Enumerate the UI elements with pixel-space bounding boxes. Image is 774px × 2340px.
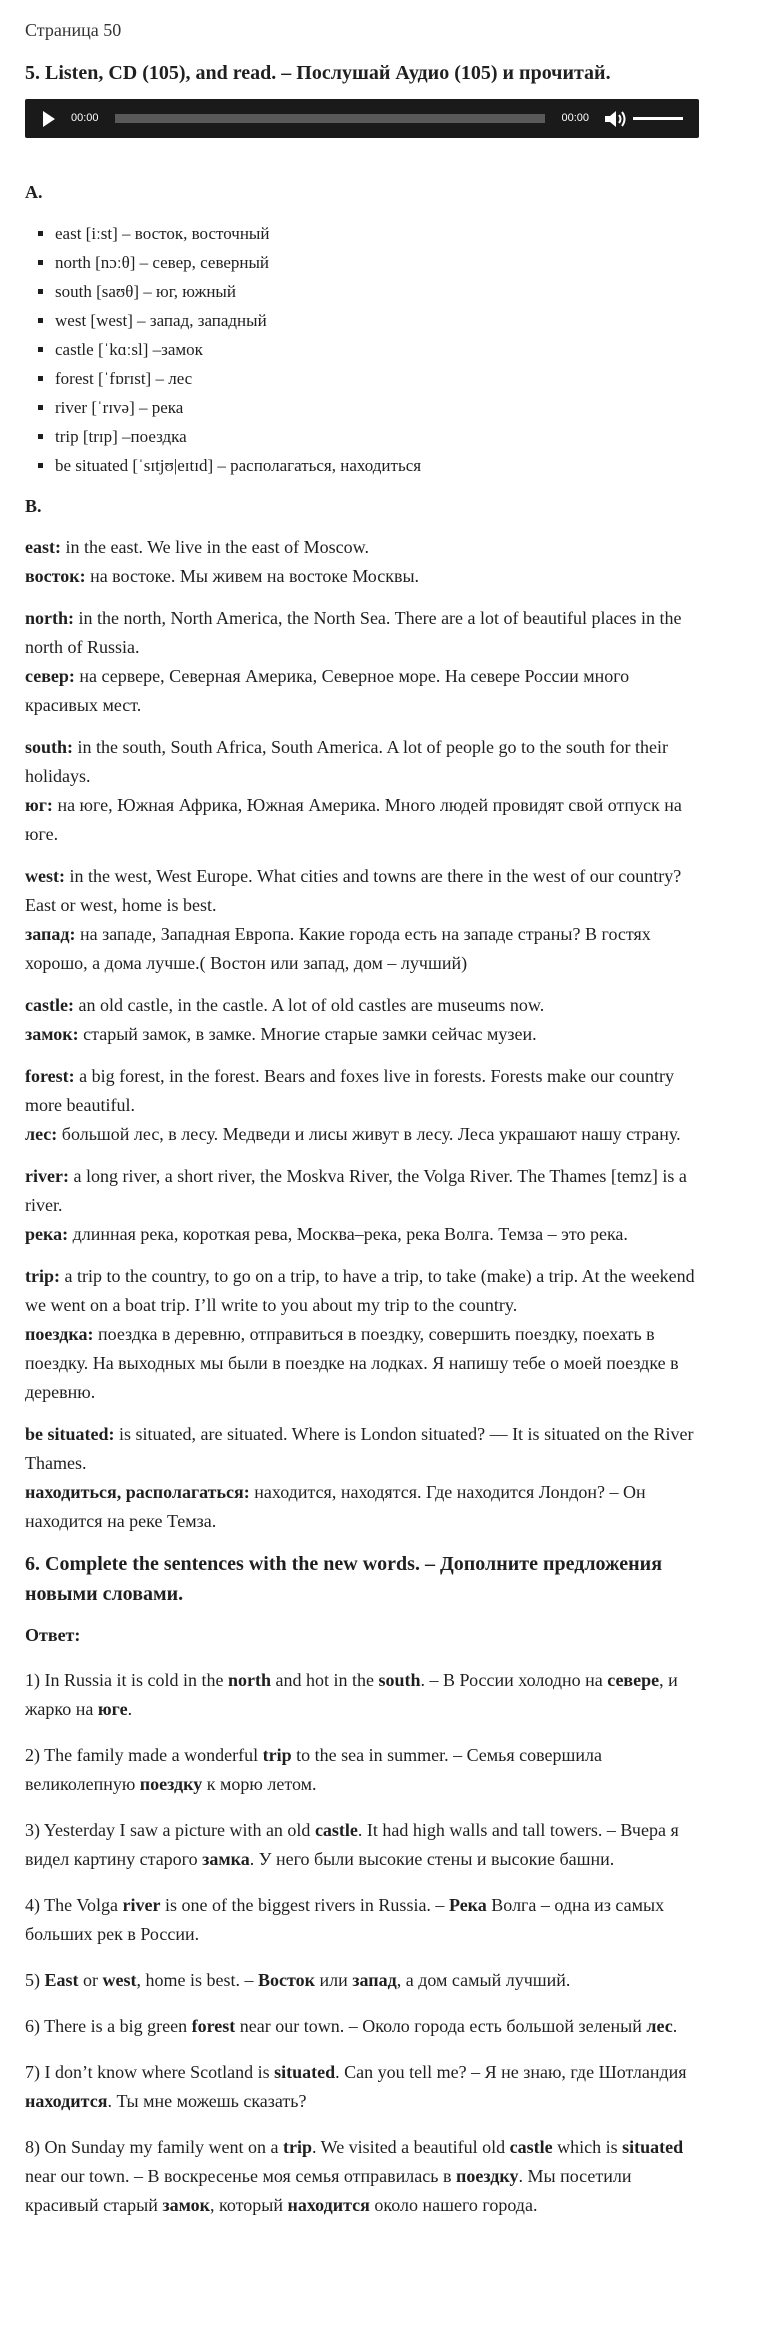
entry-term: запад:	[25, 924, 76, 944]
sentence-text: 3) Yesterday I saw a picture with an old	[25, 1820, 315, 1840]
answer-sentence	[25, 1891, 699, 1949]
entry-text: in the west, West Europe. What cities and towns are there in the west of our country? East or west, home is best.	[25, 866, 682, 915]
entry-text: находится, находятся. Где находится Лондон? – Он находится на реке Темза.	[25, 1482, 646, 1531]
page-label: Страница 50	[25, 20, 122, 40]
entry-term: south:	[25, 737, 74, 757]
entry-term: север:	[25, 666, 75, 686]
sentence-text: to the sea in summer. – Семья совершила великолепную	[25, 1745, 602, 1794]
entry-text: in the south, South Africa, South America. A lot of people go to the south for their holidays.	[25, 737, 668, 786]
entry-term: река:	[25, 1224, 69, 1244]
answer-word: castle	[314, 1820, 358, 1840]
entry-en	[25, 533, 699, 562]
vocab-item: ▪ forest [ˈfɒrɪst] – лес	[55, 364, 699, 393]
entry-term: north:	[25, 608, 74, 628]
entry-ru	[25, 1020, 699, 1049]
entry-en	[25, 1420, 699, 1478]
entry-term: river:	[25, 1166, 69, 1186]
sentence-text: к морю летом.	[202, 1774, 317, 1794]
answer-label: Ответ:	[25, 1625, 81, 1645]
answer-word: west	[102, 1970, 137, 1990]
entry-text: an old castle, in the castle. A lot of old castles are museums now.	[73, 995, 545, 1015]
entry	[25, 862, 699, 978]
entry-term: замок:	[25, 1024, 79, 1044]
entry-text: на сервере, Северная Америка, Северное море. На севере России много красивых мест.	[25, 666, 630, 715]
sentence-text: . It had high walls and tall towers. – Вчера я видел картину старого	[25, 1820, 679, 1869]
sentence-text: 7) I don’t know where Scotland is	[25, 2062, 275, 2082]
entry-ru	[25, 1220, 699, 1249]
entry-en	[25, 862, 699, 920]
vocab-item: ▪ east [iːst] – восток, восточный	[55, 219, 699, 248]
answer-word: north	[227, 1670, 271, 1690]
answer-sentence	[25, 2133, 699, 2220]
entry-text: in the east. We live in the east of Moscow.	[60, 537, 369, 557]
answer-sentence	[25, 2058, 699, 2116]
sentence-text: . – В России холодно на	[420, 1670, 608, 1690]
sentence-text: and hot in the	[271, 1670, 379, 1690]
entry	[25, 1162, 699, 1249]
sentence-text: which is	[552, 2137, 623, 2157]
answer-word: замка	[202, 1849, 250, 1869]
entry-en	[25, 733, 699, 791]
entry-term: east:	[25, 537, 61, 557]
entry-text: на юге, Южная Африка, Южная Америка. Много людей провидят свой отпуск на юге.	[25, 795, 682, 844]
vocab-item: ▪ north [nɔːθ] – север, северный	[55, 248, 699, 277]
vocab-item: ▪ castle [ˈkɑːsl] –замок	[55, 335, 699, 364]
answer-word: trip	[262, 1745, 292, 1765]
answer-word: Восток	[258, 1970, 315, 1990]
sentence-text: , который	[210, 2195, 288, 2215]
entry-text: на востоке. Мы живем на востоке Москвы.	[85, 566, 420, 586]
entry-text: in the north, North America, the North Sea. There are a lot of beautiful places in the north of Russia.	[25, 608, 682, 657]
volume-slider[interactable]	[633, 117, 683, 120]
entries	[25, 533, 699, 1536]
answer-sentence	[25, 2012, 699, 2041]
entry-text: a long river, a short river, the Moskva River, the Volga River. The Thames [temz] is a river.	[25, 1166, 687, 1215]
answer-word: south	[378, 1670, 421, 1690]
entry-ru	[25, 920, 699, 978]
answer-word: situated	[274, 2062, 336, 2082]
audio-player	[25, 99, 699, 138]
answer-word: situated	[622, 2137, 684, 2157]
entry-text: большой лес, в лесу. Медведи и лисы живут в лесу. Леса украшают нашу страну.	[57, 1124, 681, 1144]
section-a-title: A.	[25, 182, 43, 202]
sentence-text: 4) The Volga	[25, 1895, 123, 1915]
entry	[25, 1420, 699, 1536]
answer-word: Река	[448, 1895, 487, 1915]
vocab-item: ▪ south [saʊθ] – юг, южный	[55, 277, 699, 306]
answer-word: юге	[97, 1699, 128, 1719]
answer-word: севере	[607, 1670, 660, 1690]
entry-term: лес:	[25, 1124, 58, 1144]
sentence-text: 1) In Russia it is cold in the	[25, 1670, 228, 1690]
entry-ru	[25, 662, 699, 720]
entry-en	[25, 1062, 699, 1120]
sentence-text: near our town. – Около города есть большой зеленый	[235, 2016, 647, 2036]
answer-word: запад	[352, 1970, 397, 1990]
entry	[25, 1062, 699, 1149]
answer-sentence	[25, 1741, 699, 1799]
vocab-item: ▪ west [west] – запад, западный	[55, 306, 699, 335]
entry-ru	[25, 1478, 699, 1536]
sentence-text: . У него были высокие стены и высокие башни.	[249, 1849, 615, 1869]
entry-en	[25, 1262, 699, 1320]
entry-term: юг:	[25, 795, 53, 815]
play-button[interactable]	[43, 111, 55, 127]
entry-text: is situated, are situated. Where is London situated? — It is situated on the River Thames.	[25, 1424, 694, 1473]
entry	[25, 1262, 699, 1407]
sentence-text: , и жарко на	[25, 1670, 678, 1719]
entry	[25, 604, 699, 720]
entry-en	[25, 1162, 699, 1220]
entry-term: trip:	[25, 1266, 60, 1286]
sentence-text: Волга – одна из самых больших рек в России.	[25, 1895, 665, 1944]
answer-sentence	[25, 1666, 699, 1724]
current-time: 00:00	[71, 112, 99, 124]
entry-ru	[25, 791, 699, 849]
section-b-title: B.	[25, 496, 42, 516]
entry-en	[25, 604, 699, 662]
answer-word: trip	[282, 2137, 312, 2157]
task5-title: 5. Listen, CD (105), and read. – Послушай Аудио (105) и прочитай.	[25, 62, 611, 84]
answer-word: river	[122, 1895, 161, 1915]
duration-time: 00:00	[561, 112, 589, 124]
entry-text: длинная река, короткая рева, Москва–река, река Волга. Темза – это река.	[68, 1224, 628, 1244]
answer-word: находится	[287, 2195, 370, 2215]
sentence-text: is one of the biggest rivers in Russia. –	[160, 1895, 449, 1915]
entry-text: старый замок, в замке. Многие старые замки сейчас музеи.	[78, 1024, 537, 1044]
answer-sentence	[25, 1966, 699, 1995]
entry-text: a trip to the country, to go on a trip, to have a trip, to take (make) a trip. At the weekend we went on a boat trip. I’ll write to you about my trip to the country.	[25, 1266, 695, 1315]
sentence-text: . We visited a beautiful old	[311, 2137, 510, 2157]
vocab-item: ▪ be situated [ˈsɪtjʊ|eɪtɪd] – располагаться, находиться	[55, 451, 699, 480]
answer-word: поездку	[455, 2166, 519, 2186]
entry-en	[25, 991, 699, 1020]
volume-icon[interactable]	[605, 111, 627, 127]
sentence-text: 2) The family made a wonderful	[25, 1745, 263, 1765]
answer-word: castle	[509, 2137, 553, 2157]
sentence-text: or	[78, 1970, 103, 1990]
sentence-text: .	[672, 2016, 678, 2036]
entry-text: поездка в деревню, отправиться в поездку, совершить поездку, поехать в поездку. На выходных мы были в поездке на лодках. Я напишу тебе о моей поездке в деревню.	[25, 1324, 679, 1402]
entry-ru	[25, 1120, 699, 1149]
sentence-text: , home is best. –	[136, 1970, 259, 1990]
answer-word: замок	[162, 2195, 211, 2215]
entry-term: west:	[25, 866, 65, 886]
answer-word: forest	[191, 2016, 236, 2036]
sentence-text: .	[127, 1699, 133, 1719]
sentence-text: . Мы посетили красивый старый	[25, 2166, 632, 2215]
answer-sentences	[25, 1666, 699, 2220]
answer-sentence	[25, 1816, 699, 1874]
sentence-text: . Ты мне можешь сказать?	[107, 2091, 307, 2111]
sentence-text: или	[315, 1970, 353, 1990]
entry-term: be situated:	[25, 1424, 115, 1444]
entry-term: castle:	[25, 995, 74, 1015]
entry	[25, 733, 699, 849]
vocab-item: ▪ trip [trɪp] –поездка	[55, 422, 699, 451]
answer-word: East	[44, 1970, 79, 1990]
entry-ru	[25, 1320, 699, 1407]
entry-term: поездка:	[25, 1324, 94, 1344]
entry-ru	[25, 562, 699, 591]
sentence-text: near our town. – В воскресенье моя семья отправилась в	[25, 2166, 456, 2186]
progress-track[interactable]	[115, 114, 546, 123]
sentence-text: , а дом самый лучший.	[396, 1970, 571, 1990]
sentence-text: 8) On Sunday my family went on a	[25, 2137, 283, 2157]
sentence-text: . Can you tell me? – Я не знаю, где Шотландия	[335, 2062, 687, 2082]
vocab-list	[25, 219, 699, 480]
answer-word: лес	[646, 2016, 673, 2036]
entry-text: a big forest, in the forest. Bears and foxes live in forests. Forests make our country more beautiful.	[25, 1066, 674, 1115]
answer-word: поездку	[139, 1774, 203, 1794]
vocab-item: ▪ river [ˈrɪvə] – река	[55, 393, 699, 422]
task6-title: 6. Complete the sentences with the new words. – Дополните предложения новыми словами.	[25, 1553, 663, 1605]
sentence-text: около нашего города.	[369, 2195, 538, 2215]
sentence-text: 5)	[25, 1970, 45, 1990]
sentence-text: 6) There is a big green	[25, 2016, 192, 2036]
answer-word: находится	[25, 2091, 108, 2111]
entry	[25, 991, 699, 1049]
entry-term: forest:	[25, 1066, 75, 1086]
entry-text: на западе, Западная Европа. Какие города есть на западе страны? В гостях хорошо, а дома лучше.( Востон или запад, дом – лучший)	[25, 924, 651, 973]
entry-term: находиться, располагаться:	[25, 1482, 250, 1502]
entry	[25, 533, 699, 591]
entry-term: восток:	[25, 566, 86, 586]
